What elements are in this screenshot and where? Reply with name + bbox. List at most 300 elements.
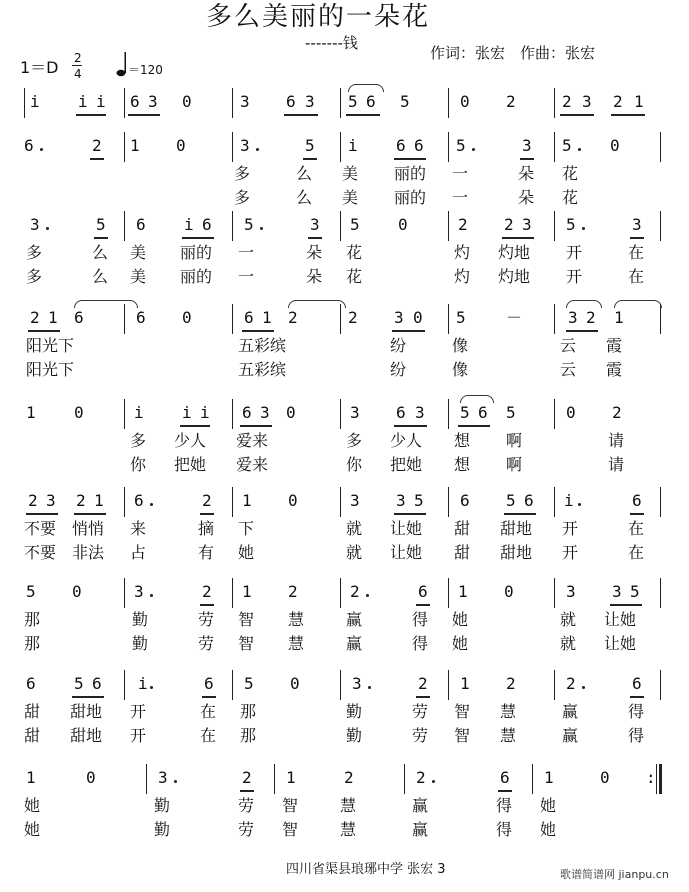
note-digit: 1 xyxy=(544,768,554,787)
note-digit: 2 xyxy=(416,768,426,787)
lyric-word: 慧 xyxy=(500,702,517,721)
note-digit: 1 xyxy=(458,582,468,601)
lyric-word: 得 xyxy=(412,610,429,629)
bar-line xyxy=(660,578,661,608)
note-digit: 0 xyxy=(290,674,300,693)
lyric-word: 灼 xyxy=(454,267,471,286)
note-digit: 1 xyxy=(460,674,470,693)
lyric-word: 一 xyxy=(452,164,469,183)
lyric-word: 让她 xyxy=(604,610,637,629)
lyric-word: 把她 xyxy=(390,455,423,474)
lyric-word: 勤 xyxy=(132,610,149,629)
lyric-word: 一 xyxy=(452,188,469,207)
lyric-word: 赢 xyxy=(412,796,429,815)
note-digit: 2 xyxy=(566,674,576,693)
lyric-word: 智 xyxy=(238,610,255,629)
lyric-word: 灼地 xyxy=(498,243,531,262)
note-digit: 0 xyxy=(600,768,610,787)
lyric-word: 让她 xyxy=(604,634,637,653)
quarter-note-icon xyxy=(116,50,128,78)
lyric-word: 云 xyxy=(560,360,577,379)
bar-line xyxy=(340,211,341,241)
lyric-word: 赢 xyxy=(346,634,363,653)
note-digit: 0 xyxy=(74,403,84,422)
bar-line xyxy=(554,304,555,334)
note-digit: 5 xyxy=(96,215,106,234)
note-digit: 2 xyxy=(202,582,212,601)
note-digit: 3 xyxy=(350,491,360,510)
lyric-word: 智 xyxy=(454,726,471,745)
note-digit: 6 xyxy=(632,674,642,693)
note-digit: i xyxy=(30,92,40,111)
augmentation-dot xyxy=(256,148,259,151)
bar-line xyxy=(340,304,341,334)
bar-line xyxy=(124,578,125,608)
lyric-word: 赢 xyxy=(346,610,363,629)
bar-line xyxy=(274,764,275,794)
note-digit: i xyxy=(184,215,194,234)
note-digit: 2 xyxy=(28,491,38,510)
note-digit: 6 xyxy=(24,136,34,155)
underline-beam xyxy=(72,696,104,698)
note-digit: 2 xyxy=(586,308,596,327)
lyric-word: 她 xyxy=(540,820,557,839)
note-digit: 3 xyxy=(158,768,168,787)
lyric-word: 慧 xyxy=(340,796,357,815)
note-digit: 2 xyxy=(350,582,360,601)
tie-slur xyxy=(460,395,494,403)
underline-beam xyxy=(560,114,594,116)
lyric-word: 慧 xyxy=(500,726,517,745)
lyric-word: 智 xyxy=(282,820,299,839)
bar-line xyxy=(232,670,233,700)
note-digit: i xyxy=(78,92,88,111)
note-digit: 3 xyxy=(240,136,250,155)
lyric-word: 请 xyxy=(608,455,625,474)
note-digit: 6 xyxy=(366,92,376,111)
note-digit: 2 xyxy=(612,403,622,422)
bar-line xyxy=(404,764,405,794)
bar-line xyxy=(554,399,555,429)
lyric-word: 丽的 xyxy=(394,164,427,183)
lyric-word: 那 xyxy=(240,726,257,745)
bar-line xyxy=(554,211,555,241)
note-digit: 3 xyxy=(305,92,315,111)
lyric-word: 劳 xyxy=(412,726,429,745)
bar-line xyxy=(232,399,233,429)
note-digit: 1 xyxy=(26,768,36,787)
watermark: 歌谱简谱网 jianpu.cn xyxy=(560,868,669,881)
underline-beam xyxy=(502,237,534,239)
bar-line xyxy=(232,132,233,162)
note-digit: 3 xyxy=(522,136,532,155)
note-digit: 5 xyxy=(400,92,410,111)
lyric-word: 一 xyxy=(238,267,255,286)
note-digit: 6 xyxy=(500,768,510,787)
lyric-word: 在 xyxy=(200,726,217,745)
bar-line xyxy=(124,211,125,241)
subtitle: -------钱 xyxy=(305,34,358,52)
lyric-word: 少人 xyxy=(174,431,207,450)
note-digit: 1 xyxy=(242,491,252,510)
note-digit: 6 xyxy=(136,215,146,234)
lyric-word: 多 xyxy=(26,243,43,262)
note-digit: 5 xyxy=(26,582,36,601)
lyric-word: 请 xyxy=(608,431,625,450)
note-digit: 5 xyxy=(562,136,572,155)
note-digit: 0 xyxy=(182,308,192,327)
lyric-word: 开 xyxy=(130,726,147,745)
lyric-word: 么 xyxy=(296,164,313,183)
lyric-word: 五彩缤 xyxy=(238,360,287,379)
underline-beam xyxy=(182,237,214,239)
lyric-word: 得 xyxy=(628,726,645,745)
bar-line xyxy=(124,132,125,162)
note-digit: 6 xyxy=(286,92,296,111)
note-digit: 1 xyxy=(286,768,296,787)
lyric-word: 勤 xyxy=(154,820,171,839)
lyric-word: 赢 xyxy=(412,820,429,839)
lyric-word: 开 xyxy=(562,519,579,538)
lyric-word: 美 xyxy=(342,188,359,207)
key-signature: 1＝D xyxy=(20,58,59,77)
lyric-word: 慧 xyxy=(288,610,305,629)
note-digit: 1 xyxy=(614,308,624,327)
augmentation-dot xyxy=(46,227,49,230)
bar-line xyxy=(340,132,341,162)
lyric-word: 甜 xyxy=(454,543,471,562)
lyric-word: 云 xyxy=(560,336,577,355)
augmentation-dot xyxy=(174,780,177,783)
note-digit: 5 xyxy=(350,215,360,234)
note-digit: 3 xyxy=(148,92,158,111)
bar-line xyxy=(232,88,233,118)
lyric-word: 花 xyxy=(562,164,579,183)
lyric-word: 开 xyxy=(566,243,583,262)
note-digit: 2 xyxy=(562,92,572,111)
note-digit: － xyxy=(506,308,523,327)
note-digit: 2 xyxy=(418,674,428,693)
lyric-word: 开 xyxy=(130,702,147,721)
underline-beam xyxy=(566,330,598,332)
bar-line xyxy=(554,670,555,700)
bar-line xyxy=(448,132,449,162)
note-digit: 0 xyxy=(288,491,298,510)
lyric-word: 慧 xyxy=(288,634,305,653)
note-digit: 2 xyxy=(504,215,514,234)
underline-beam xyxy=(28,330,60,332)
note-digit: 1 xyxy=(48,308,58,327)
note-digit: i xyxy=(138,674,148,693)
note-digit: 3 xyxy=(415,403,425,422)
lyric-word: 多 xyxy=(130,431,147,450)
lyric-word: 来 xyxy=(130,519,147,538)
lyric-word: 多 xyxy=(234,164,251,183)
note-digit: 2 xyxy=(506,674,516,693)
lyric-word: 在 xyxy=(628,543,645,562)
lyric-word: 花 xyxy=(562,188,579,207)
underline-beam xyxy=(504,513,536,515)
lyric-word: 甜 xyxy=(454,519,471,538)
repeat-bar-thick xyxy=(659,764,662,794)
underline-beam xyxy=(346,114,380,116)
underline-beam xyxy=(394,513,426,515)
tie-slur xyxy=(566,300,602,308)
lyric-word: 把她 xyxy=(174,455,207,474)
underline-beam xyxy=(458,425,490,427)
bar-line xyxy=(340,399,341,429)
note-digit: 2 xyxy=(506,92,516,111)
augmentation-dot xyxy=(150,594,153,597)
underline-beam xyxy=(630,513,644,515)
lyric-word: 她 xyxy=(452,634,469,653)
note-digit: 0 xyxy=(86,768,96,787)
note-digit: 3 xyxy=(30,215,40,234)
bar-line xyxy=(448,487,449,517)
underline-beam xyxy=(284,114,318,116)
underline-beam xyxy=(240,425,272,427)
bar-line xyxy=(232,304,233,334)
bar-line xyxy=(232,578,233,608)
lyric-word: 爱来 xyxy=(236,431,269,450)
lyric-word: 少人 xyxy=(390,431,423,450)
note-digit: 5 xyxy=(244,674,254,693)
augmentation-dot xyxy=(432,780,435,783)
lyric-word: 在 xyxy=(628,267,645,286)
note-digit: 0 xyxy=(413,308,423,327)
lyric-word: 阳光下 xyxy=(26,360,75,379)
note-digit: 2 xyxy=(344,768,354,787)
lyric-word: 下 xyxy=(238,519,255,538)
lyric-word: 在 xyxy=(200,702,217,721)
underline-beam xyxy=(128,114,160,116)
lyric-word: 美 xyxy=(130,243,147,262)
lyric-word: 让她 xyxy=(390,519,423,538)
lyric-word: 赢 xyxy=(562,726,579,745)
note-digit: i xyxy=(200,403,210,422)
lyric-word: 像 xyxy=(452,360,469,379)
lyric-word: 霞 xyxy=(606,360,623,379)
underline-beam xyxy=(200,604,214,606)
note-digit: 2 xyxy=(92,136,102,155)
time-signature-bottom: 4 xyxy=(74,67,82,81)
note-digit: 0 xyxy=(72,582,82,601)
note-digit: 2 xyxy=(202,491,212,510)
lyric-word: 么 xyxy=(92,267,109,286)
underline-beam xyxy=(303,158,317,160)
note-digit: 2 xyxy=(288,308,298,327)
note-digit: 6 xyxy=(396,403,406,422)
lyric-word: 阳光下 xyxy=(26,336,75,355)
underline-beam xyxy=(90,158,104,160)
lyric-word: 摘 xyxy=(198,519,215,538)
underline-beam xyxy=(520,158,534,160)
lyric-word: 就 xyxy=(346,543,363,562)
note-digit: 1 xyxy=(26,403,36,422)
lyric-word: 有 xyxy=(198,543,215,562)
note-digit: 3 xyxy=(568,308,578,327)
bar-line xyxy=(554,578,555,608)
note-digit: 3 xyxy=(310,215,320,234)
time-signature-line xyxy=(72,65,82,66)
augmentation-dot xyxy=(366,594,369,597)
lyric-word: 么 xyxy=(92,243,109,262)
note-digit: 5 xyxy=(305,136,315,155)
tempo-marking: ＝120 xyxy=(128,63,163,77)
note-digit: 6 xyxy=(74,308,84,327)
lyric-word: 那 xyxy=(24,634,41,653)
footer-text: 四川省渠县琅琊中学 张宏 3 xyxy=(286,862,446,877)
augmentation-dot xyxy=(40,148,43,151)
note-digit: 5 xyxy=(456,308,466,327)
augmentation-dot xyxy=(582,686,585,689)
tie-slur xyxy=(348,84,384,92)
note-digit: 6 xyxy=(134,491,144,510)
augmentation-dot xyxy=(472,148,475,151)
bar-line xyxy=(448,88,449,118)
lyric-word: 智 xyxy=(282,796,299,815)
lyric-word: 甜 xyxy=(24,702,41,721)
lyric-word: 她 xyxy=(238,543,255,562)
tie-slur xyxy=(288,300,346,308)
lyric-word: 慧 xyxy=(340,820,357,839)
bar-line xyxy=(24,88,25,118)
note-digit: i xyxy=(348,136,358,155)
lyric-word: 占 xyxy=(130,543,147,562)
bar-line xyxy=(448,578,449,608)
note-digit: 0 xyxy=(286,403,296,422)
note-digit: 5 xyxy=(414,491,424,510)
lyric-word: 劳 xyxy=(412,702,429,721)
bar-line xyxy=(660,132,661,162)
lyric-word: 想 xyxy=(454,431,471,450)
lyric-word: 勤 xyxy=(132,634,149,653)
note-digit: 5 xyxy=(456,136,466,155)
note-digit: 6 xyxy=(396,136,406,155)
lyric-word: 朵 xyxy=(306,267,323,286)
note-digit: 3 xyxy=(396,491,406,510)
note-digit: 6 xyxy=(524,491,534,510)
note-digit: 0 xyxy=(398,215,408,234)
underline-beam xyxy=(610,604,642,606)
note-digit: 6 xyxy=(478,403,488,422)
lyric-word: 她 xyxy=(24,820,41,839)
note-digit: 1 xyxy=(634,92,644,111)
bar-line xyxy=(660,670,661,700)
lyric-word: 劳 xyxy=(238,820,255,839)
underline-beam xyxy=(202,696,216,698)
lyric-word: 得 xyxy=(412,634,429,653)
note-digit: i xyxy=(96,92,106,111)
lyric-word: 就 xyxy=(560,610,577,629)
lyric-word: 爱来 xyxy=(236,455,269,474)
lyric-word: 就 xyxy=(560,634,577,653)
note-digit: 1 xyxy=(262,308,272,327)
bar-line xyxy=(660,211,661,241)
augmentation-dot xyxy=(260,227,263,230)
repeat-colon: : xyxy=(646,768,656,787)
augmentation-dot xyxy=(578,148,581,151)
note-digit: 6 xyxy=(26,674,36,693)
bar-line xyxy=(448,304,449,334)
lyric-word: 让她 xyxy=(390,543,423,562)
underline-beam xyxy=(308,237,322,239)
underline-beam xyxy=(200,513,214,515)
note-digit: 0 xyxy=(176,136,186,155)
note-digit: 3 xyxy=(394,308,404,327)
lyric-word: 啊 xyxy=(506,455,523,474)
note-digit: 2 xyxy=(348,308,358,327)
bar-line xyxy=(146,764,147,794)
note-digit: 6 xyxy=(242,403,252,422)
note-digit: i xyxy=(134,403,144,422)
note-digit: 6 xyxy=(244,308,254,327)
time-signature-top: 2 xyxy=(74,51,82,65)
lyric-word: 在 xyxy=(628,519,645,538)
lyric-word: 她 xyxy=(24,796,41,815)
note-digit: 0 xyxy=(610,136,620,155)
note-digit: 6 xyxy=(202,215,212,234)
lyric-word: 不要 xyxy=(24,519,57,538)
lyric-word: 朵 xyxy=(518,188,535,207)
lyric-word: 勤 xyxy=(154,796,171,815)
note-digit: 2 xyxy=(613,92,623,111)
underline-beam xyxy=(416,696,430,698)
note-digit: 6 xyxy=(130,92,140,111)
note-digit: 0 xyxy=(460,92,470,111)
augmentation-dot xyxy=(368,686,371,689)
bar-line xyxy=(448,670,449,700)
underline-beam xyxy=(242,330,274,332)
note-digit: 0 xyxy=(504,582,514,601)
bar-line xyxy=(532,764,533,794)
lyric-word: 悄悄 xyxy=(72,519,105,538)
lyric-word: 甜地 xyxy=(500,519,533,538)
underline-beam xyxy=(240,790,254,792)
credits: 作词：张宏 作曲：张宏 xyxy=(430,44,596,62)
note-digit: 0 xyxy=(182,92,192,111)
lyric-word: 她 xyxy=(452,610,469,629)
lyric-word: 勤 xyxy=(346,702,363,721)
note-digit: 3 xyxy=(134,582,144,601)
bar-line xyxy=(340,487,341,517)
note-digit: 5 xyxy=(630,582,640,601)
lyric-word: 那 xyxy=(240,702,257,721)
lyric-word: 就 xyxy=(346,519,363,538)
note-digit: 5 xyxy=(506,491,516,510)
lyric-word: 得 xyxy=(628,702,645,721)
lyric-word: 纷 xyxy=(390,336,407,355)
underline-beam xyxy=(74,513,106,515)
note-digit: i xyxy=(182,403,192,422)
note-digit: 6 xyxy=(460,491,470,510)
lyric-word: 多 xyxy=(346,431,363,450)
lyric-word: 勤 xyxy=(346,726,363,745)
note-digit: 1 xyxy=(242,582,252,601)
note-digit: 3 xyxy=(582,92,592,111)
lyric-word: 你 xyxy=(346,455,363,474)
lyric-word: 灼地 xyxy=(498,267,531,286)
lyric-word: 劳 xyxy=(238,796,255,815)
lyric-word: 开 xyxy=(566,267,583,286)
underline-beam xyxy=(392,330,425,332)
repeat-bar-thin xyxy=(656,764,657,794)
lyric-word: 像 xyxy=(452,336,469,355)
underline-beam xyxy=(611,114,645,116)
lyric-word: 在 xyxy=(628,243,645,262)
note-digit: 3 xyxy=(632,215,642,234)
lyric-word: 得 xyxy=(496,796,513,815)
